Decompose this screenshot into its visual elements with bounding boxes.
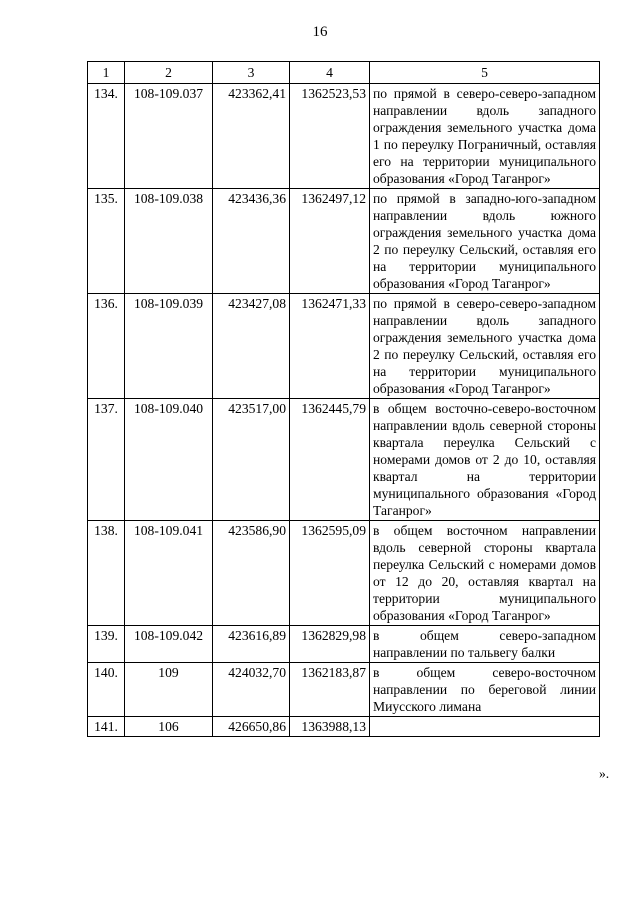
- description-cell: по прямой в северо-северо-западном направлении вдоль западного ограждения земельного участка дома 2 по переулку Сельский, оставляя его на территории муниципального образования «Город Таганрог»: [370, 294, 600, 399]
- y-coordinate-cell: 1362595,09: [290, 521, 370, 626]
- table-row: [88, 626, 600, 663]
- y-coordinate-cell: 1362471,33: [290, 294, 370, 399]
- row-number-cell: 135.: [88, 189, 125, 294]
- table-row: [88, 84, 600, 189]
- table-row: [88, 399, 600, 521]
- y-coordinate-cell: 1362183,87: [290, 663, 370, 717]
- x-coordinate-cell: 426650,86: [213, 717, 290, 737]
- row-number-cell: 138.: [88, 521, 125, 626]
- x-coordinate-cell: 423517,00: [213, 399, 290, 521]
- x-coordinate-cell: 423427,08: [213, 294, 290, 399]
- description-cell: по прямой в западно-юго-западном направлении вдоль южного ограждения земельного участка дома 2 по переулку Сельский, оставляя его на территории муниципального образования «Город Таганрог»: [370, 189, 600, 294]
- y-coordinate-cell: 1363988,13: [290, 717, 370, 737]
- y-coordinate-cell: 1362445,79: [290, 399, 370, 521]
- row-number-cell: 140.: [88, 663, 125, 717]
- row-number-cell: 139.: [88, 626, 125, 663]
- x-coordinate-cell: 423436,36: [213, 189, 290, 294]
- table-header-row: [88, 62, 600, 84]
- y-coordinate-cell: 1362497,12: [290, 189, 370, 294]
- point-id-cell: 108-109.040: [125, 399, 213, 521]
- point-id-cell: 109: [125, 663, 213, 717]
- x-coordinate-cell: 423616,89: [213, 626, 290, 663]
- description-cell: в общем северо-восточном направлении по береговой линии Миусского лимана: [370, 663, 600, 717]
- page-number: 16: [312, 24, 328, 40]
- description-cell: в общем северо-западном направлении по тальвегу балки: [370, 626, 600, 663]
- table-row: [88, 663, 600, 717]
- row-number-cell: 137.: [88, 399, 125, 521]
- header-cell-col4: 4: [290, 62, 370, 84]
- description-cell: по прямой в северо-северо-западном направлении вдоль западного ограждения земельного участка дома 1 по переулку Пограничный, оставляя его на территории муниципального образования «Город Таганрог»: [370, 84, 600, 189]
- description-cell: в общем восточно-северо-восточном направлении вдоль северной стороны квартала переулка Сельский с номерами домов от 2 до 10, оставляя квартал на территории муниципального образования «Город Таганрог»: [370, 399, 600, 521]
- x-coordinate-cell: 423362,41: [213, 84, 290, 189]
- x-coordinate-cell: 424032,70: [213, 663, 290, 717]
- row-number-cell: 141.: [88, 717, 125, 737]
- table-row: [88, 717, 600, 737]
- point-id-cell: 108-109.041: [125, 521, 213, 626]
- description-cell: [370, 717, 600, 737]
- header-cell-col1: 1: [88, 62, 125, 84]
- y-coordinate-cell: 1362829,98: [290, 626, 370, 663]
- boundary-points-table: [87, 61, 600, 737]
- row-number-cell: 136.: [88, 294, 125, 399]
- table-row: [88, 521, 600, 626]
- row-number-cell: 134.: [88, 84, 125, 189]
- header-cell-col2: 2: [125, 62, 213, 84]
- point-id-cell: 108-109.039: [125, 294, 213, 399]
- header-cell-col3: 3: [213, 62, 290, 84]
- description-cell: в общем восточном направлении вдоль северной стороны квартала переулка Сельский с номерами домов от 12 до 20, оставляя квартал на территории муниципального образования «Город Таганрог»: [370, 521, 600, 626]
- point-id-cell: 108-109.042: [125, 626, 213, 663]
- point-id-cell: 108-109.037: [125, 84, 213, 189]
- closing-quote-mark: ».: [599, 766, 610, 781]
- point-id-cell: 108-109.038: [125, 189, 213, 294]
- point-id-cell: 106: [125, 717, 213, 737]
- table-row: [88, 189, 600, 294]
- header-cell-col5: 5: [370, 62, 600, 84]
- y-coordinate-cell: 1362523,53: [290, 84, 370, 189]
- table-row: [88, 294, 600, 399]
- x-coordinate-cell: 423586,90: [213, 521, 290, 626]
